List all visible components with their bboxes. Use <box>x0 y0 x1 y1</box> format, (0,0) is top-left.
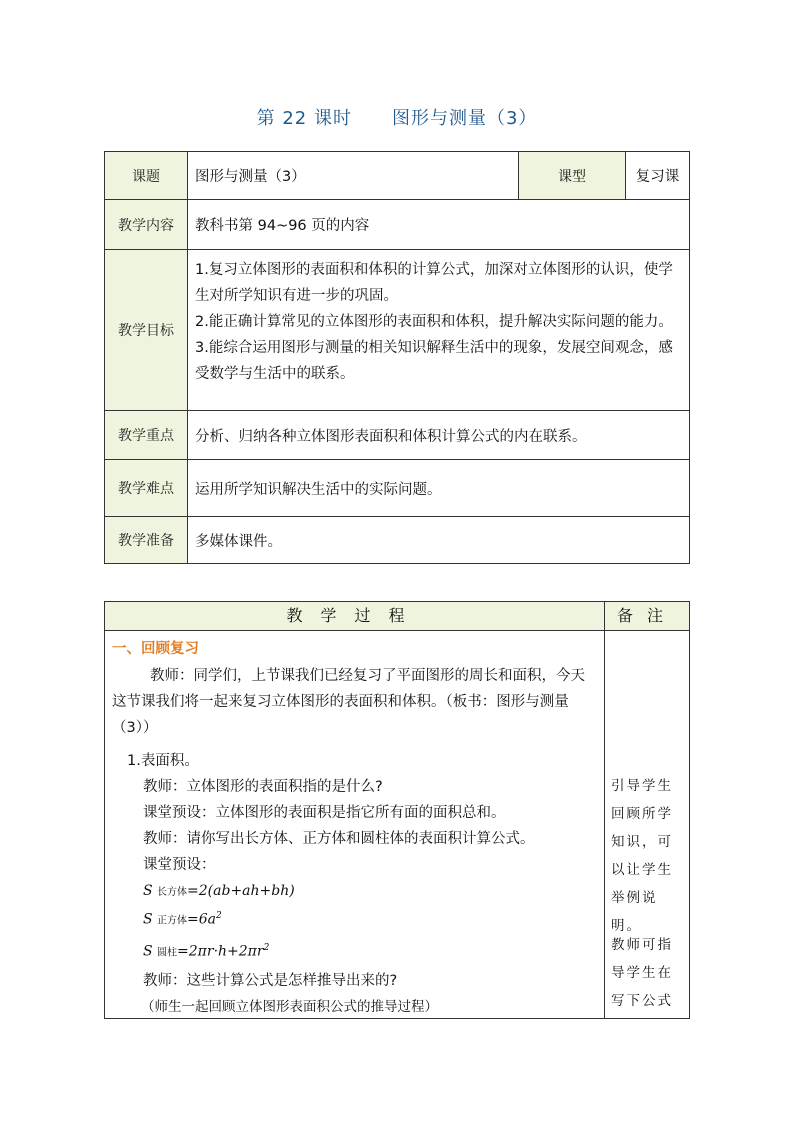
goal-1: 1.复习立体图形的表面积和体积的计算公式，加深对立体图形的认识，使学生对所学知识有进一步的巩固。 <box>195 262 673 304</box>
goals-value <box>188 250 689 410</box>
teaching-process-table <box>104 601 690 1019</box>
item-surface-area: 1.表面积。 <box>127 753 199 769</box>
formula-cube: S 正方体$=6a^2$ <box>143 911 222 928</box>
process-header <box>105 602 689 631</box>
key-label: 教学重点 <box>105 411 188 459</box>
content-value: 教科书第 94~96 页的内容 <box>195 218 370 234</box>
goals-row <box>105 249 689 410</box>
process-header-note: 备注 <box>616 606 677 625</box>
prep-value: 多媒体课件。 <box>195 533 282 550</box>
prep-row <box>105 516 689 563</box>
process-main-column <box>105 631 605 1019</box>
key-row <box>105 410 689 459</box>
answer-2: 课堂预设： <box>143 857 216 873</box>
difficulty-label: 教学难点 <box>105 460 188 516</box>
question-1: 教师：立体图形的表面积指的是什么? <box>143 779 383 795</box>
question-3: 教师：这些计算公式是怎样推导出来的? <box>143 973 398 989</box>
lesson-number: 第 22 课时 <box>256 108 352 129</box>
goal-2: 2.能正确计算常见的立体图形的表面积和体积，提升解决实际问题的能力。 <box>195 314 673 330</box>
topic-label: 课题 <box>105 152 188 199</box>
difficulty-row <box>105 459 689 516</box>
question-2: 教师：请你写出长方体、正方体和圆柱体的表面积计算公式。 <box>143 831 535 847</box>
intro-paragraph: 教师：同学们，上节课我们已经复习了平面图形的周长和面积，今天这节课我们将一起来复习立体图形的表面积和体积。（板书：图形与测量（3）） <box>112 668 585 736</box>
difficulty-value: 运用所学知识解决生活中的实际问题。 <box>195 481 442 498</box>
process-header-main: 教学过程 <box>105 602 605 630</box>
goals-label: 教学目标 <box>105 250 188 410</box>
side-note-2: 教师可指导学生在写下公式 <box>611 937 673 1009</box>
prep-label: 教学准备 <box>105 517 188 563</box>
lesson-info-table <box>104 151 690 564</box>
content-label: 教学内容 <box>105 200 188 249</box>
process-body <box>105 631 689 1019</box>
side-note-1: 引导学生回顾所学知识，可以让学生举例说明。 <box>611 778 673 934</box>
formula-cuboid: S 长方体=2(ab+ah+bh) <box>143 883 295 899</box>
type-value: 复习课 <box>635 169 680 185</box>
topic-row <box>105 152 689 199</box>
topic-value: 图形与测量（3） <box>195 169 306 185</box>
page-title <box>0 104 794 130</box>
answer-1: 课堂预设：立体图形的表面积是指它所有面的面积总和。 <box>143 805 506 821</box>
formula-cylinder: S 圆柱$=2\pi r\cdot h+2\pi r^2$ <box>143 943 270 960</box>
section-title: 一、回顾复习 <box>112 641 199 657</box>
content-row <box>105 199 689 249</box>
type-label: 课型 <box>518 152 626 199</box>
goal-3: 3.能综合运用图形与测量的相关知识解释生活中的现象，发展空间观念，感受数学与生活中的联系。 <box>195 340 673 382</box>
derivation-note: （师生一起回顾立体图形表面积公式的推导过程） <box>141 999 438 1015</box>
process-notes-column <box>605 631 689 1019</box>
key-value: 分析、归纳各种立体图形表面积和体积计算公式的内在联系。 <box>195 428 587 445</box>
lesson-topic: 图形与测量（3） <box>391 108 538 129</box>
